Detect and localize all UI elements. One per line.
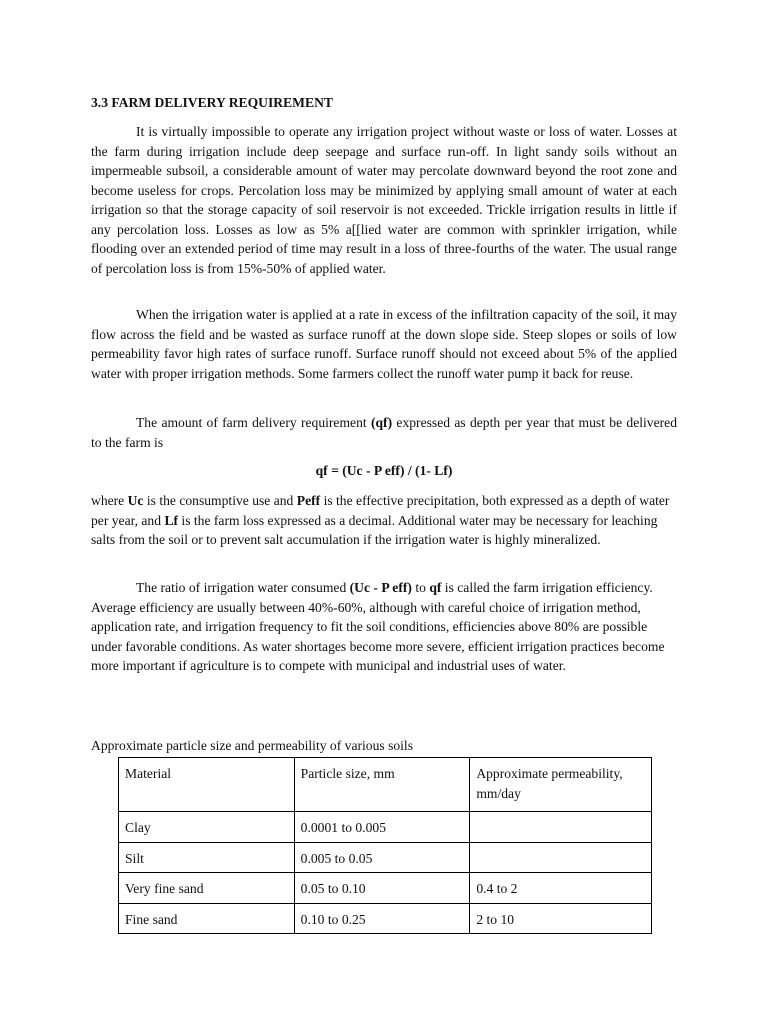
table-cell: 0.0001 to 0.005 — [294, 812, 470, 843]
section-title: 3.3 FARM DELIVERY REQUIREMENT — [91, 95, 333, 110]
text-run: The amount of farm delivery requirement — [136, 415, 371, 430]
text-run: is the consumptive use and — [143, 493, 297, 508]
bold-term-qf: qf — [429, 580, 442, 595]
bold-term-peff: Peff — [296, 493, 321, 508]
table-cell: Silt — [119, 842, 295, 873]
text-run: where — [91, 493, 128, 508]
table-row — [119, 812, 652, 843]
paragraph-delivery-requirement — [91, 413, 677, 452]
table-cell: 0.005 to 0.05 — [294, 842, 470, 873]
table-row — [119, 842, 652, 873]
soil-permeability-table — [118, 757, 652, 934]
bold-term-lf: Lf — [164, 512, 179, 528]
bold-term-uc: Uc — [127, 493, 144, 508]
text-run: is the effective precipitation, both expressed as a depth of water per year, and — [91, 493, 670, 528]
table-cell: Very fine sand — [119, 873, 295, 904]
table-cell: 2 to 10 — [470, 903, 652, 934]
table-cell — [470, 842, 652, 873]
column-header-permeability: Approximate permeability, mm/day — [470, 758, 652, 812]
text-run: The ratio of irrigation water consumed — [136, 580, 350, 595]
table-cell: Clay — [119, 812, 295, 843]
paragraph-percolation-loss: It is virtually impossible to operate any irrigation project without waste or loss of water. Losses at the farm during irrigation include deep seepage and surface run-off. In light sandy soils without an impermeable subsoil, a considerable amount of water may percolate downward beyond the root zone and become useless for crops. Percolation loss may be minimized by applying small amount of water at each irrigation so that the storage capacity of soil reservoir is not exceeded. Trickle irrigation results in little if any percolation loss. Losses as low as 5% a[[lied water are common with sprinkler irrigation, while flooding over an extended period of time may result in a loss of three-fourths of the water. The usual range of percolation loss is from 15%-50% of applied water. — [91, 124, 677, 276]
table-header-row — [119, 758, 652, 812]
text-run: is the farm loss expressed as a decimal. Additional water may be necessary for leaching salts from the soil or to prevent salt accumulation if the irrigation water is highly mineralized. — [91, 512, 658, 547]
bold-term-uc-peff: (Uc - P eff) — [349, 580, 412, 595]
table-row — [119, 903, 652, 934]
text-run: expressed as depth per year that must be delivered to the farm is — [91, 415, 677, 450]
text-run: to — [411, 580, 430, 595]
column-header-material: Material — [119, 758, 295, 812]
paragraph-irrigation-efficiency — [91, 578, 677, 676]
table-cell: 0.05 to 0.10 — [294, 873, 470, 904]
table-cell: Fine sand — [119, 903, 295, 934]
equation: qf = (Uc - P eff) / (1- Lf) — [315, 463, 453, 478]
column-header-particle-size: Particle size, mm — [294, 758, 470, 812]
table-cell — [470, 812, 652, 843]
text-run: is called the farm irrigation efficiency. Average efficiency are usually between 40%-60%, although with careful choice of irrigation method, application rate, and irrigation frequency to fit the soil conditions, efficiencies above 80% are possible under favorable conditions. As water shortages become more severe, efficient irrigation practices become more important if agriculture is to compete with municipal and industrial uses of water. — [91, 580, 665, 673]
bold-term-qf: (qf) — [370, 415, 393, 430]
table-cell: 0.10 to 0.25 — [294, 903, 470, 934]
table-caption: Approximate particle size and permeability of various soils — [91, 738, 414, 753]
paragraph-surface-runoff: When the irrigation water is applied at a rate in excess of the infiltration capacity of the soil, it may flow across the field and be wasted as surface runoff at the down slope side. Steep slopes or soils of low permeability favor high rates of surface runoff. Surface runoff should not exceed about 5% of the applied water with proper irrigation methods. Some farmers collect the runoff water pump it back for reuse. — [91, 307, 677, 381]
table-row — [119, 873, 652, 904]
paragraph-variable-definitions — [91, 491, 677, 550]
table-cell: 0.4 to 2 — [470, 873, 652, 904]
